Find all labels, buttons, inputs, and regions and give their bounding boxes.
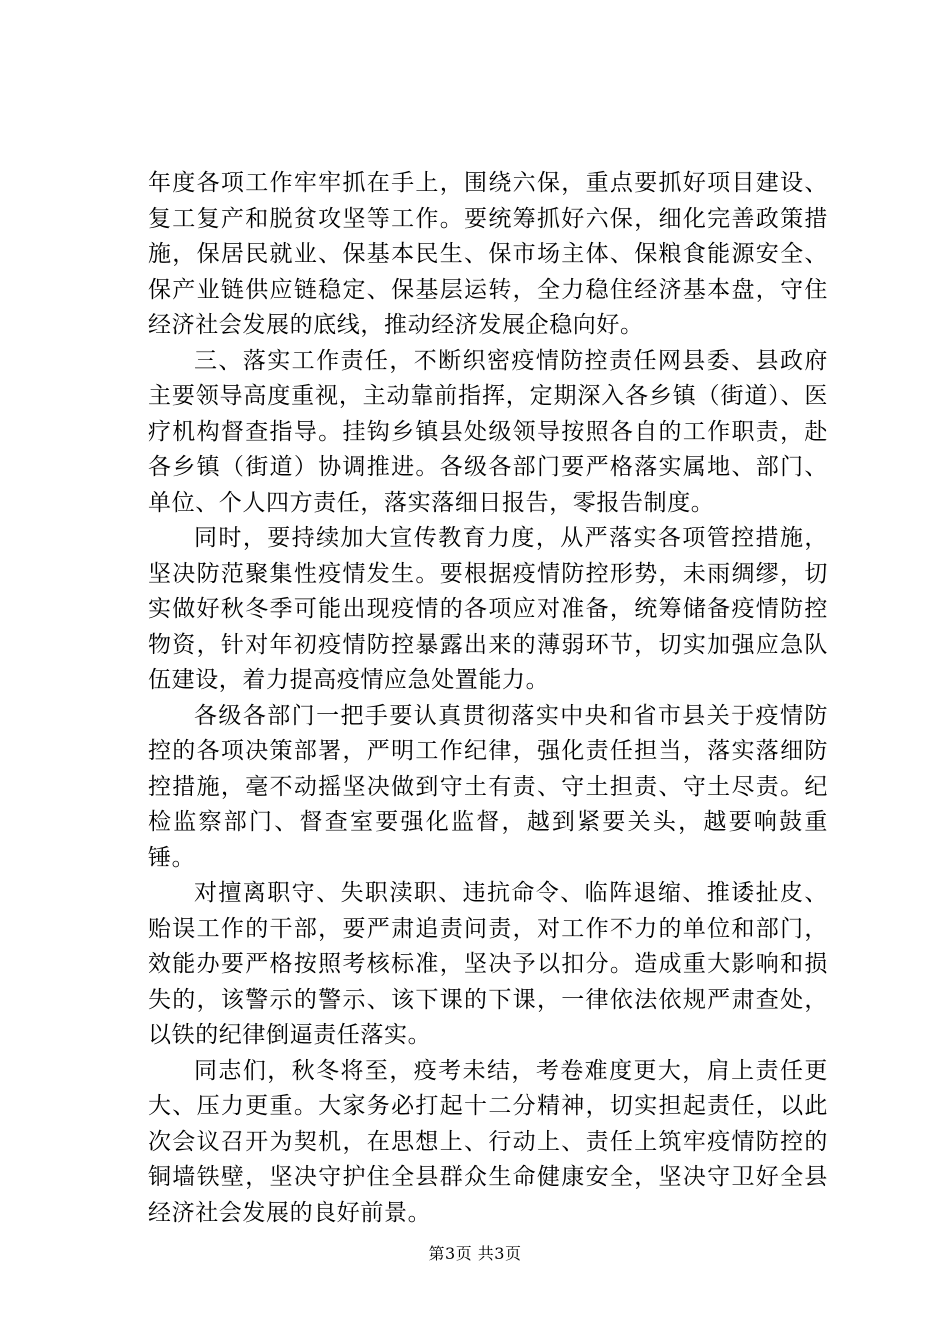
- document-body: [148, 166, 828, 1231]
- paragraph-accountability: 对擅离职守、失职渎职、违抗命令、临阵退缩、推诿扯皮、贻误工作的干部，要严肃追责问责，对工作不力的单位和部门，效能办要严格按照考核标准，坚决予以扣分。造成重大影响和损失的，该警示的警示、该下课的下课，一律依法依规严肃查处，以铁的纪律倒逼责任落实。: [148, 880, 828, 1048]
- paragraph-leadership-duty: 各级各部门一把手要认真贯彻落实中央和省市县关于疫情防控的各项决策部署，严明工作纪律，强化责任担当，落实落细防控措施，毫不动摇坚决做到守土有责、守土担责、守土尽责。纪检监察部门、督查室要强化监督，越到紧要关头，越要响鼓重锤。: [148, 702, 828, 871]
- paragraph-work-responsibility: 三、落实工作责任，不断织密疫情防控责任网县委、县政府主要领导高度重视，主动靠前指挥，定期深入各乡镇（街道）、医疗机构督查指导。挂钩乡镇县处级领导按照各自的工作职责，赴各乡镇（街道）协调推进。各级各部门要严格落实属地、部门、单位、个人四方责任，落实落细日报告，零报告制度。: [148, 347, 828, 516]
- paragraph-closing: 同志们，秋冬将至，疫考未结，考卷难度更大，肩上责任更大、压力更重。大家务必打起十二分精神，切实担起责任，以此次会议召开为契机，在思想上、行动上、责任上筑牢疫情防控的铜墙铁壁，坚决守护住全县群众生命健康安全，坚决守卫好全县经济社会发展的良好前景。: [148, 1057, 828, 1226]
- page-number-footer: 第3页 共3页: [428, 1244, 522, 1263]
- paragraph-continuation: 年度各项工作牢牢抓在手上，围绕六保，重点要抓好项目建设、复工复产和脱贫攻坚等工作。要统筹抓好六保，细化完善政策措施，保居民就业、保基本民生、保市场主体、保粮食能源安全、保产业链供应链稳定、保基层运转，全力稳住经济基本盘，守住经济社会发展的底线，推动经济发展企稳向好。: [148, 170, 828, 338]
- paragraph-publicity-education: 同时，要持续加大宣传教育力度，从严落实各项管控措施，坚决防范聚集性疫情发生。要根据疫情防控形势，未雨绸缪，切实做好秋冬季可能出现疫情的各项应对准备，统筹储备疫情防控物资，针对年初疫情防控暴露出来的薄弱环节，切实加强应急队伍建设，着力提高疫情应急处置能力。: [148, 525, 828, 693]
